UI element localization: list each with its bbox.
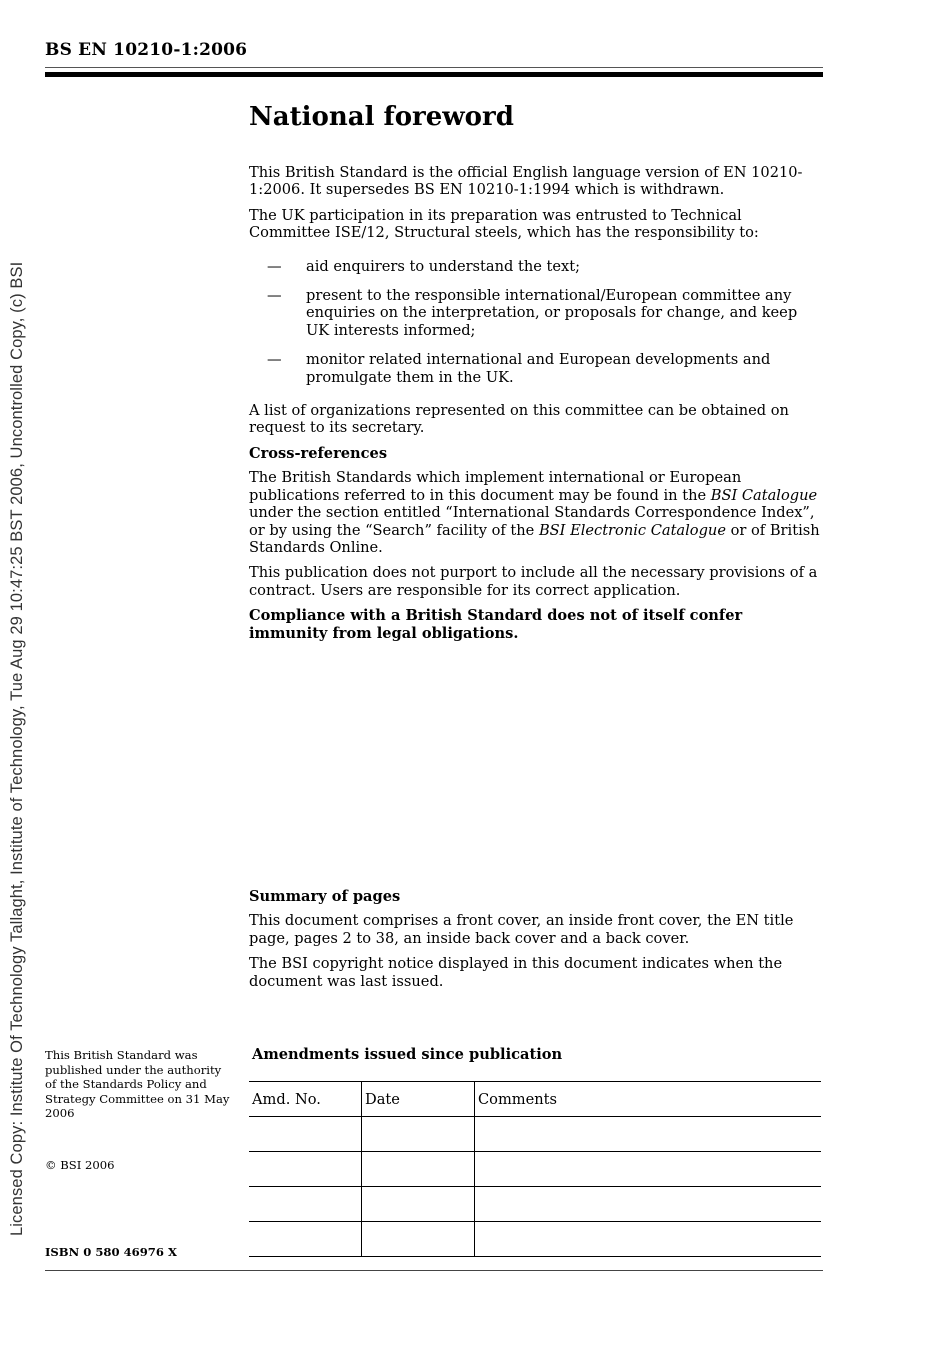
compliance-statement: Compliance with a British Standard does not of itself confer immunity from legal obligations. bbox=[249, 607, 743, 642]
amendments-table bbox=[249, 1081, 821, 1257]
page-title: National foreword bbox=[249, 102, 514, 132]
header-thick-rule bbox=[45, 72, 823, 77]
crossref-paragraph-2: This publication does not purport to include all the necessary provisions of a contract. Users are responsible for its correct application. bbox=[249, 564, 818, 599]
table-row bbox=[249, 1117, 821, 1152]
table-row bbox=[249, 1187, 821, 1222]
license-watermark: Licensed Copy: Institute Of Technology Tallaght, Institute of Technology, Tue Aug 29 10:47:25 BST 2006, Uncontrolled Copy, (c) BSI bbox=[8, 261, 26, 1236]
responsibilities-list bbox=[249, 258, 824, 386]
summary-heading: Summary of pages bbox=[249, 888, 401, 905]
table-cell bbox=[475, 1222, 822, 1257]
list-item bbox=[249, 287, 824, 339]
table-cell bbox=[362, 1222, 475, 1257]
table-cell bbox=[475, 1187, 822, 1222]
dash-bullet: — bbox=[267, 257, 282, 275]
column-header-amd-no: Amd. No. bbox=[249, 1082, 362, 1117]
amendments-title: Amendments issued since publication bbox=[252, 1046, 563, 1063]
summary-of-pages-section bbox=[249, 888, 824, 998]
table-cell bbox=[249, 1117, 362, 1152]
bsi-electronic-catalogue-ref: BSI Electronic Catalogue bbox=[538, 521, 726, 539]
table-cell bbox=[249, 1152, 362, 1187]
crossref-text-b: under the section entitled “International Standards Correspondence Index”, or by using the “Search” facility of the bbox=[249, 504, 815, 539]
committee-paragraph: A list of organizations represented on this committee can be obtained on request to its secretary. bbox=[249, 402, 789, 437]
table-cell bbox=[475, 1117, 822, 1152]
table-cell bbox=[362, 1152, 475, 1187]
document-id: BS EN 10210-1:2006 bbox=[45, 40, 248, 60]
national-foreword-section bbox=[249, 100, 824, 650]
column-header-comments: Comments bbox=[475, 1082, 822, 1117]
table-row bbox=[249, 1222, 821, 1257]
foreword-paragraph-2: The UK participation in its preparation was entrusted to Technical Committee ISE/12, Structural steels, which has the responsibility to: bbox=[249, 206, 759, 242]
summary-paragraph-2: The BSI copyright notice displayed in this document indicates when the document was last issued. bbox=[249, 955, 783, 990]
summary-paragraph-1: This document comprises a front cover, an inside front cover, the EN title page, pages 2 to 38, an inside back cover and a back cover. bbox=[249, 912, 794, 947]
copyright-notice: © BSI 2006 bbox=[45, 1158, 115, 1172]
bsi-catalogue-ref: BSI Catalogue bbox=[710, 486, 818, 504]
list-item bbox=[249, 258, 824, 275]
header-thin-rule bbox=[45, 67, 823, 68]
table-row bbox=[249, 1152, 821, 1187]
dash-bullet: — bbox=[267, 351, 282, 369]
dash-bullet: — bbox=[267, 287, 282, 305]
list-item-text: monitor related international and European developments and promulgate them in the UK. bbox=[306, 351, 771, 386]
column-header-date: Date bbox=[362, 1082, 475, 1117]
table-header-row bbox=[249, 1082, 821, 1117]
footer-rule bbox=[45, 1270, 823, 1271]
authority-note: This British Standard was published under the authority of the Standards Policy and Strategy Committee on 31 May 2006 bbox=[45, 1048, 230, 1121]
table-cell bbox=[362, 1117, 475, 1152]
list-item-text: present to the responsible international/European committee any enquiries on the interpretation, or proposals for change, and keep UK interests informed; bbox=[306, 287, 798, 339]
table-cell bbox=[249, 1187, 362, 1222]
list-item-text: aid enquirers to understand the text; bbox=[306, 257, 581, 275]
crossref-heading: Cross-references bbox=[249, 444, 388, 462]
list-item bbox=[249, 351, 824, 386]
foreword-paragraph-1: This British Standard is the official English language version of EN 10210-1:2006. It supersedes BS EN 10210-1:1994 which is withdrawn. bbox=[249, 164, 803, 199]
crossref-text-a: The British Standards which implement international or European publications referred to in this document may be found in the bbox=[249, 469, 742, 504]
isbn: ISBN 0 580 46976 X bbox=[45, 1245, 177, 1259]
crossref-text-c: or of British Standards Online. bbox=[249, 521, 820, 556]
table-cell bbox=[475, 1152, 822, 1187]
table-cell bbox=[249, 1222, 362, 1257]
crossref-paragraph-1 bbox=[249, 469, 824, 556]
table-cell bbox=[362, 1187, 475, 1222]
